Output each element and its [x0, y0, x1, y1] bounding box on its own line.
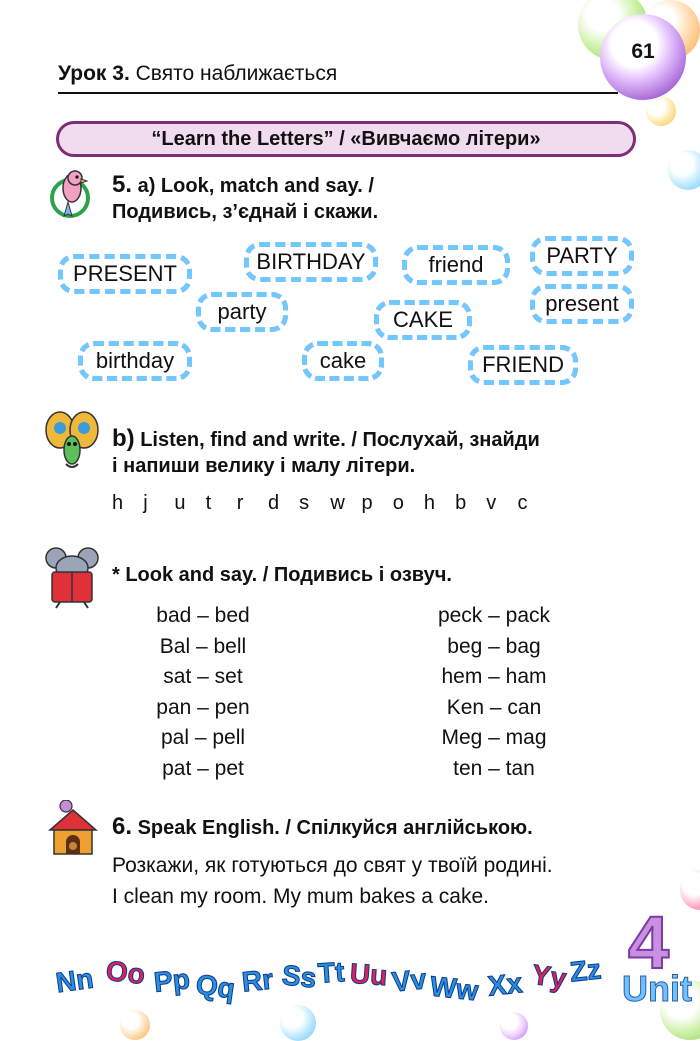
word-pair: beg – bag: [447, 634, 541, 658]
word-tag[interactable]: party: [196, 292, 288, 332]
butterfly-icon: [44, 408, 100, 472]
letter: v: [486, 492, 497, 514]
alphabet-letter: Zz: [568, 953, 603, 988]
alphabet-letter: Pp: [152, 963, 192, 998]
word-tag[interactable]: present: [530, 284, 634, 324]
alphabet-letter: Vv: [390, 963, 428, 998]
word-tag[interactable]: CAKE: [374, 300, 472, 340]
letter: w: [330, 492, 345, 514]
letter: r: [236, 492, 244, 514]
letter: o: [392, 492, 404, 514]
exercise-6-line1: Розкажи, як готуються до свят у твоїй родині.: [112, 854, 553, 877]
word-pairs-right: [414, 601, 574, 785]
word-pairs-left: [128, 601, 278, 785]
exercise-6-body: [112, 850, 553, 912]
word-pair: peck – pack: [437, 604, 551, 627]
header-divider: [58, 92, 618, 94]
word-tag[interactable]: FRIEND: [468, 345, 578, 385]
word-tag[interactable]: cake: [302, 341, 384, 381]
lesson-name: Свято наближається: [135, 62, 338, 85]
letter-sequence: [112, 492, 549, 515]
exercise-6-title: [112, 812, 533, 843]
letter: h: [423, 492, 435, 514]
word-tag[interactable]: friend: [402, 245, 510, 285]
parrot-icon: [46, 168, 94, 224]
word-tag[interactable]: PRESENT: [58, 254, 192, 294]
alphabet-letter: Nn: [53, 962, 96, 999]
alphabet-letter: Xx: [486, 967, 524, 1002]
unit-number: 4: [628, 901, 670, 984]
mouse-reading-icon: [42, 546, 102, 610]
word-pair: pal – pell: [160, 726, 246, 750]
exercise-6-title-text: Speak English. / Спілкуйся англійською.: [137, 817, 533, 839]
exercise-5b-label: b): [112, 425, 135, 452]
alphabet-letter: Qq: [194, 968, 237, 1005]
exercise-5b-title-line1: Listen, find and write. / Послухай, знайди: [140, 429, 540, 451]
alphabet-letter: Ww: [428, 970, 480, 1007]
alphabet-letter: Oo: [104, 955, 147, 990]
word-pair: Meg – mag: [441, 726, 547, 750]
exercise-5a-title-line1: a) Look, match and say. /: [137, 175, 374, 197]
decor-bubble: [646, 96, 676, 126]
word-pair: Bal – bell: [159, 634, 247, 658]
word-pair: Ken – can: [446, 695, 542, 719]
letter: c: [517, 492, 528, 514]
page-number: 61: [631, 40, 655, 63]
letter: p: [361, 492, 373, 514]
alphabet-letter: Tt: [316, 956, 346, 989]
section-banner: “Learn the Letters” / «Вивчаємо літери»: [56, 121, 636, 157]
decor-bubble: [680, 870, 700, 910]
word-pair: pan – pen: [156, 695, 250, 719]
exercise-5-number: 5.: [112, 171, 133, 198]
alphabet-strip: [53, 953, 616, 1015]
letter: t: [205, 492, 212, 514]
alphabet-letter: Ss: [280, 959, 318, 994]
exercise-star-title: * Look and say. / Подивись і озвуч.: [112, 564, 452, 586]
exercise-6-number: 6.: [112, 813, 133, 840]
word-tag[interactable]: birthday: [78, 341, 192, 381]
letter: u: [174, 492, 186, 514]
letter: h: [112, 492, 124, 514]
exercise-5b-title-line2: і напиши велику і малу літери.: [112, 455, 416, 477]
word-pair: pat – pet: [162, 756, 244, 780]
exercise-6-line2: I clean my room. My mum bakes a cake.: [112, 885, 489, 908]
word-pair: bad – bed: [156, 604, 250, 627]
exercise-5a-title-line2: Подивись, з’єднай і скажи.: [112, 201, 379, 223]
word-pair: ten – tan: [453, 756, 535, 780]
alphabet-letter: Rr: [240, 963, 275, 998]
lesson-title: [58, 62, 337, 86]
lesson-number: Урок 3.: [58, 62, 130, 85]
word-tag[interactable]: BIRTHDAY: [244, 242, 378, 282]
snail-dog-house-icon: [44, 800, 102, 860]
alphabet-letter: Uu: [348, 957, 389, 992]
word-pair: sat – set: [163, 665, 243, 689]
decor-bubble: [500, 1012, 528, 1040]
letter: b: [455, 492, 467, 514]
alphabet-letter: Yy: [530, 958, 569, 995]
letter: d: [267, 492, 280, 514]
letter: j: [143, 492, 148, 514]
decor-bubble: [668, 150, 700, 190]
word-tag[interactable]: PARTY: [530, 236, 634, 276]
word-pair: hem – ham: [441, 665, 547, 689]
letter: s: [299, 492, 310, 514]
unit-label: Unit: [622, 968, 692, 1009]
